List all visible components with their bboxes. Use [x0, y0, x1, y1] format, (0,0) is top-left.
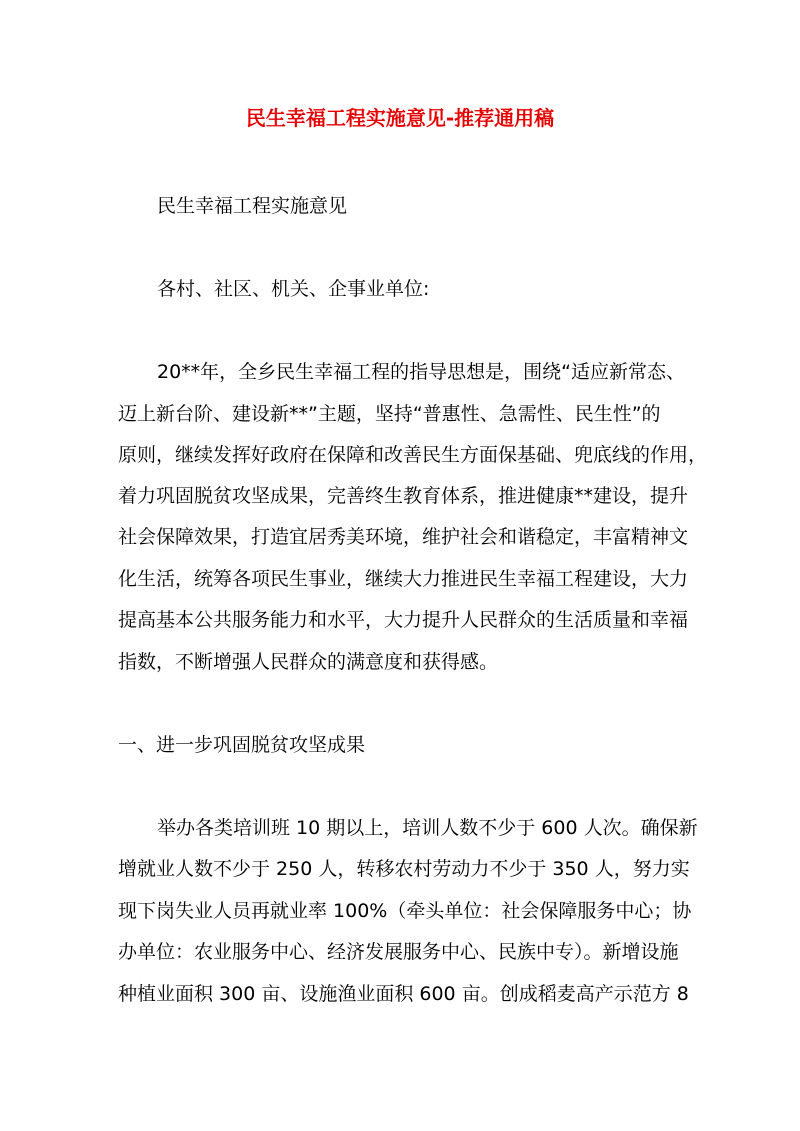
paragraph-line: 社会保障效果，打造宜居秀美环境，维护社会和谐稳定，丰富精神文 [118, 526, 689, 548]
section-heading: 一、进一步巩固脱贫攻坚成果 [118, 734, 366, 756]
paragraph-line: 举办各类培训班 10 期以上，培训人数不少于 600 人次。确保新 [157, 817, 698, 839]
paragraph-line: 增就业人数不少于 250 人，转移农村劳动力不少于 350 人，努力实 [118, 858, 690, 880]
paragraph-line: 20**年，全乡民生幸福工程的指导思想是，围绕“适应新常态、 [157, 361, 686, 383]
paragraph-line: 化生活，统筹各项民生事业，继续大力推进民生幸福工程建设，大力 [118, 568, 689, 590]
document-title: 民生幸福工程实施意见-推荐通用稿 [245, 106, 555, 130]
paragraph-line: 指数，不断增强人民群众的满意度和获得感。 [118, 651, 499, 673]
paragraph-line: 原则，继续发挥好政府在保障和改善民生方面保基础、兜底线的作用， [118, 444, 708, 466]
paragraph-line: 着力巩固脱贫攻坚成果，完善终生教育体系，推进健康**建设，提升 [118, 485, 689, 507]
paragraph-line: 迈上新台阶、建设新**”主题，坚持“普惠性、急需性、民生性”的 [118, 403, 661, 425]
salutation: 各村、社区、机关、企事业单位: [157, 278, 430, 300]
document-subtitle: 民生幸福工程实施意见 [157, 195, 348, 217]
paragraph-line: 提高基本公共服务能力和水平，大力提升人民群众的生活质量和幸福 [118, 609, 689, 631]
paragraph-line: 种植业面积 300 亩、设施渔业面积 600 亩。创成稻麦高产示范方 8 [118, 983, 689, 1005]
paragraph-line: 办单位：农业服务中心、经济发展服务中心、民族中专）。新增设施 [118, 941, 679, 963]
paragraph-line: 现下岗失业人员再就业率 100%（牵头单位：社会保障服务中心；协 [118, 900, 692, 922]
